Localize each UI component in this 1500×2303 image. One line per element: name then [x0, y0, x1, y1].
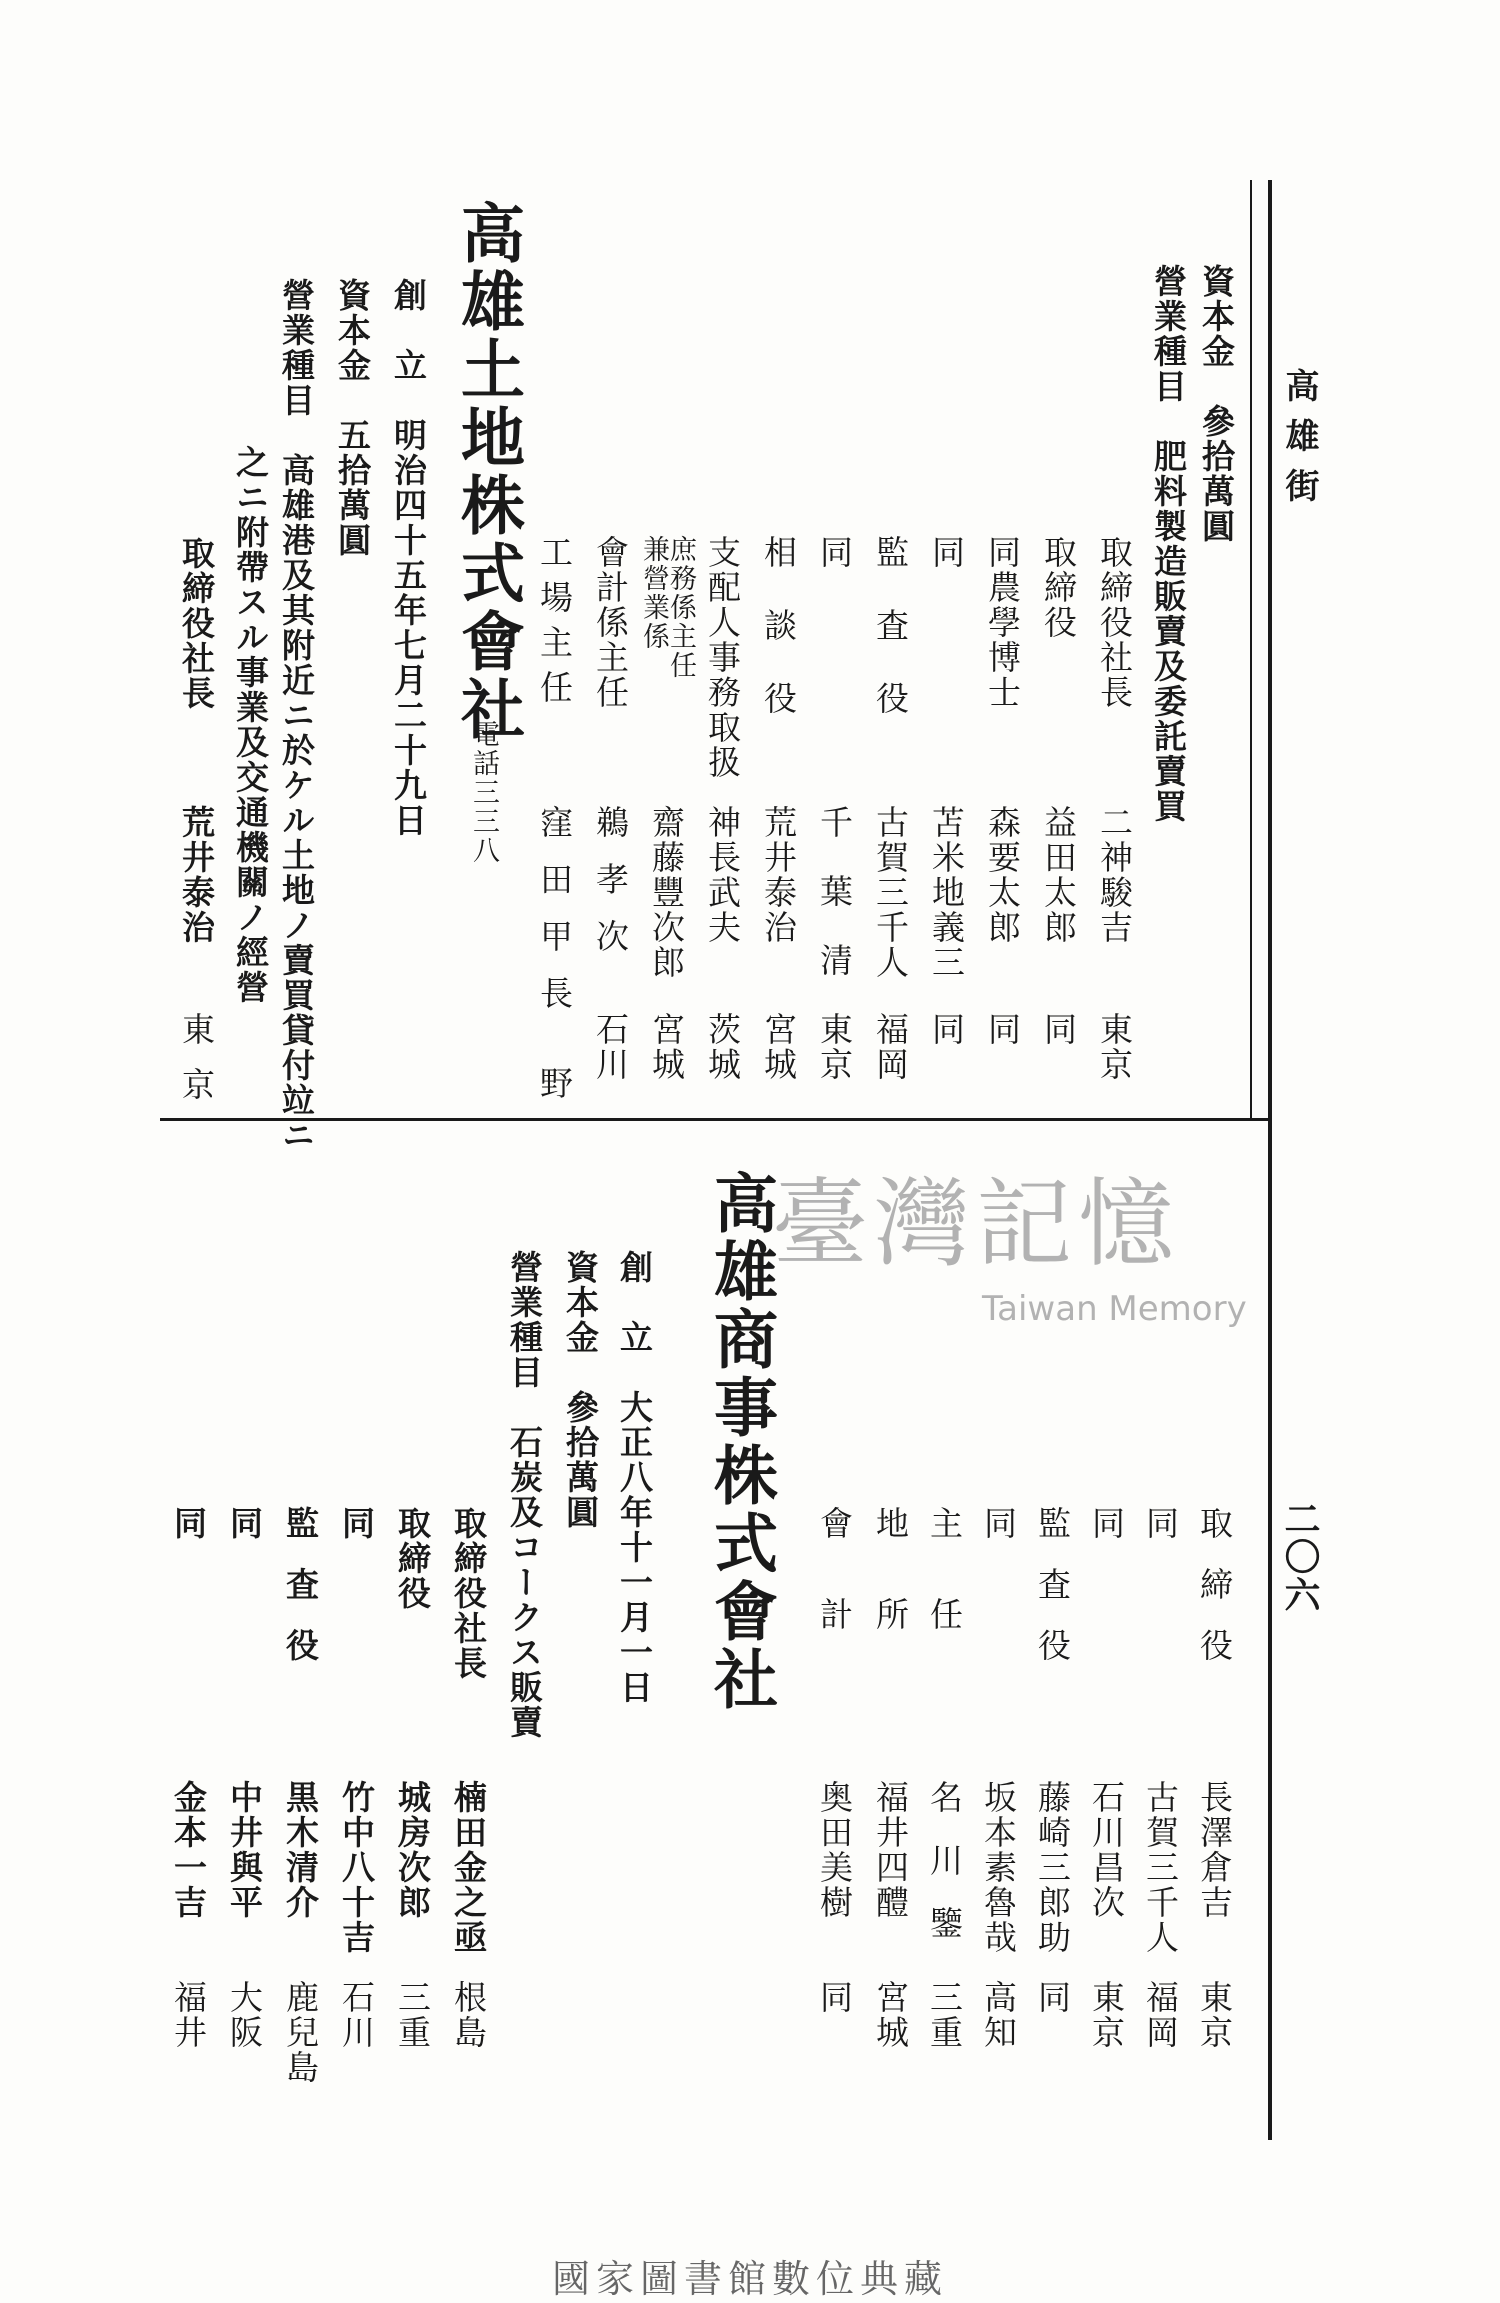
ll-place: 鹿兒島 — [281, 1980, 320, 2085]
lr-name: 坂本素魯哉 — [979, 1780, 1018, 1955]
ur-place: 野 — [535, 1066, 574, 1101]
ll-business: 營業種目 石炭及コークス販賣 — [505, 1250, 544, 1740]
watermark-cn: 臺灣記憶 — [772, 1168, 1180, 1280]
ll-founded: 創 立 大正八年十一月一日 — [615, 1250, 654, 1705]
lr-place: 福岡 — [1141, 1980, 1180, 2050]
ur-role: 支配人事務取扱 — [703, 535, 742, 780]
running-header: 高雄街 — [1279, 368, 1319, 518]
ur-place: 東京 — [815, 1012, 854, 1082]
ur-name: 窪田甲長 — [535, 805, 574, 1033]
ll-role: 取締役社長 — [449, 1506, 488, 1681]
ur-place: 茨城 — [703, 1012, 742, 1082]
lr-name: 名川鑒 — [925, 1780, 964, 1969]
lr-role: 同 — [1087, 1506, 1126, 1541]
ur-name: 千葉清 — [815, 805, 854, 1012]
lr-place: 同 — [1033, 1980, 1072, 2015]
ur-role: 監査役 — [871, 535, 910, 754]
company-title-kaohsiung-trading: 高雄商事株式會社 — [703, 1170, 778, 1714]
ur-name: 苫米地義三 — [927, 805, 966, 980]
ur-place: 福岡 — [871, 1012, 910, 1082]
ll-role: 同 — [337, 1506, 376, 1541]
lr-name: 古賀三千人 — [1141, 1780, 1180, 1955]
ul-business-line2: 之ニ附帶スル事業及交通機關ノ經營 — [231, 445, 270, 1005]
lr-name: 長澤倉吉 — [1195, 1780, 1234, 1920]
ur-name: 神長武夫 — [703, 805, 742, 945]
ll-place: 石川 — [337, 1980, 376, 2050]
ur-place: 宮城 — [759, 1012, 798, 1082]
ur-name: 益田太郎 — [1039, 805, 1078, 945]
horizontal-divider-rule — [160, 1118, 1270, 1121]
ur-role: 工場主任 — [535, 535, 574, 715]
ur-name: 鵜孝次 — [591, 805, 630, 976]
lr-place: 同 — [815, 1980, 854, 2015]
ll-capital: 資本金 參拾萬圓 — [561, 1250, 600, 1530]
ll-name: 黒木清介 — [281, 1780, 320, 1920]
watermark-en: Taiwan Memory — [982, 1289, 1247, 1329]
lr-place: 三重 — [925, 1980, 964, 2050]
ur-role: 同 — [927, 535, 966, 570]
ur-role: 相談役 — [759, 535, 798, 754]
ur-capital: 資本金 參拾萬圓 — [1197, 264, 1236, 544]
page-number: 二〇六 — [1279, 1500, 1321, 1614]
ur-role: 會計係主任 — [591, 535, 630, 710]
ur-role: 庶務係主任 兼營業係 — [638, 535, 696, 680]
ur-name: 二神駿吉 — [1095, 805, 1134, 945]
ur-business: 營業種目 肥料製造販賣及委託賣買 — [1149, 264, 1188, 824]
company-title-kaohsiung-land: 高雄土地株式會社 — [450, 200, 525, 744]
lr-role: 同 — [1141, 1506, 1180, 1541]
ll-role: 同 — [169, 1506, 208, 1541]
ur-place: 石川 — [591, 1012, 630, 1082]
ur-place: 同 — [927, 1012, 966, 1047]
lr-role: 監査役 — [1033, 1506, 1072, 1689]
ll-name: 城房次郎 — [393, 1780, 432, 1920]
ll-place: 三重 — [393, 1980, 432, 2050]
lr-role: 主任 — [925, 1506, 964, 1688]
lr-role: 取締役 — [1195, 1506, 1234, 1689]
ll-role: 監査役 — [281, 1506, 320, 1689]
lr-name: 石川昌次 — [1087, 1780, 1126, 1920]
ll-place: 根島 — [449, 1980, 488, 2050]
taiwan-memory-watermark — [772, 1148, 1252, 1348]
ur-place: 同 — [983, 1012, 1022, 1047]
ur-role: 取締役社長 — [1095, 535, 1134, 710]
right-border-rule — [1268, 180, 1272, 2140]
ur-name: 荒井泰治 — [759, 805, 798, 945]
ul-business-line1: 營業種目 高雄港及其附近ニ於ケル土地ノ賣買貸付竝ニ — [277, 278, 316, 1153]
ll-role: 取締役 — [393, 1506, 432, 1611]
ul-president-place: 東京 — [177, 1012, 216, 1122]
lr-name: 奥田美樹 — [815, 1780, 854, 1920]
ur-role: 同農學博士 — [983, 535, 1022, 710]
lr-name: 福井四醴 — [871, 1780, 910, 1920]
lr-role: 地所 — [871, 1506, 910, 1688]
lr-place: 東京 — [1195, 1980, 1234, 2050]
ur-name: 森要太郎 — [983, 805, 1022, 945]
ll-name: 楠田金之亟 — [449, 1780, 488, 1955]
lr-role: 同 — [979, 1506, 1018, 1541]
ll-place: 大阪 — [225, 1980, 264, 2050]
ul-founded: 創 立 明治四十五年七月二十九日 — [389, 278, 428, 838]
ur-place: 同 — [1039, 1012, 1078, 1047]
ur-place: 東京 — [1095, 1012, 1134, 1082]
ll-role: 同 — [225, 1506, 264, 1541]
vertical-divider-rule — [1250, 180, 1252, 1120]
ul-president-role: 取締役社長 — [177, 536, 216, 711]
lr-name: 藤崎三郎助 — [1033, 1780, 1072, 1955]
lr-place: 高知 — [979, 1980, 1018, 2050]
ur-role: 取締役 — [1039, 535, 1078, 640]
lr-role: 會計 — [815, 1506, 854, 1688]
lr-place: 東京 — [1087, 1980, 1126, 2050]
ur-name: 古賀三千人 — [871, 805, 910, 980]
ur-name: 齋藤豐次郎 — [647, 805, 686, 980]
ll-name: 中井與平 — [225, 1780, 264, 1920]
lr-place: 宮城 — [871, 1980, 910, 2050]
footer-collection-label: 國家圖書館數位典藏 — [551, 2257, 948, 2301]
ur-role: 同 — [815, 535, 854, 570]
ul-president-name: 荒井泰治 — [177, 805, 216, 945]
ll-place: 福井 — [169, 1980, 208, 2050]
ll-name: 竹中八十吉 — [337, 1780, 376, 1955]
ul-phone: 電話三三八 — [468, 720, 499, 865]
ul-capital: 資本金 五拾萬圓 — [333, 278, 372, 558]
ur-place: 宮城 — [647, 1012, 686, 1082]
ll-name: 金本一吉 — [169, 1780, 208, 1920]
